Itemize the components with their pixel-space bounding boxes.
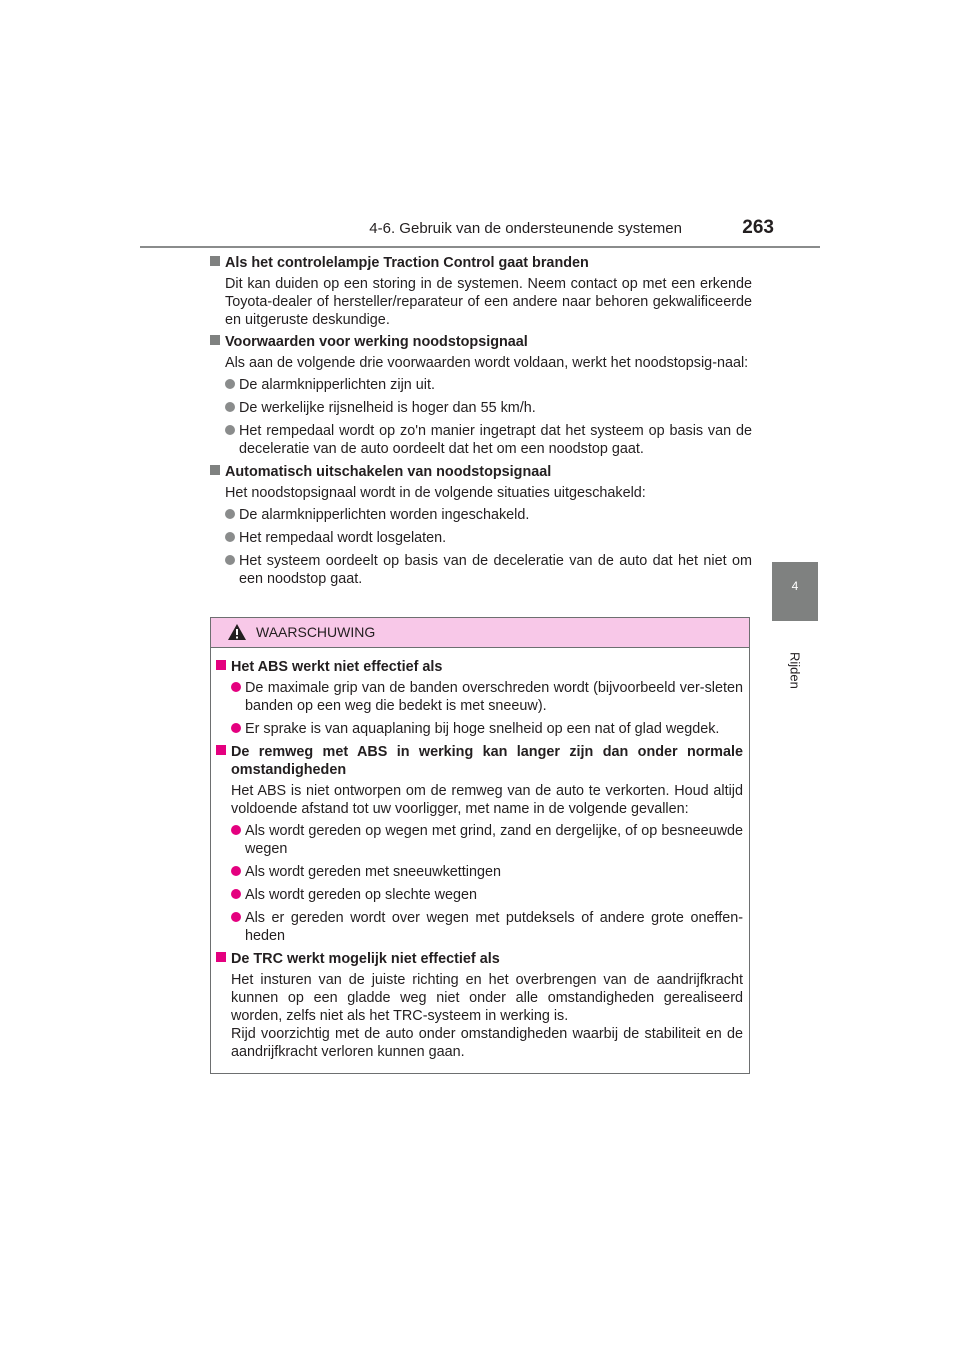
warning-heading: De TRC werkt mogelijk niet effectief als (216, 950, 743, 968)
list-item: Het rempedaal wordt op zo'n manier ingetrapt dat het systeem op basis van de deceleratie van de auto oordeelt dat het om een noodstop gaat. (210, 422, 752, 458)
section-heading: Automatisch uitschakelen van noodstopsignaal (210, 463, 752, 481)
list-item: Het systeem oordeelt op basis van de deceleratie van de auto dat het niet om een noodstop gaat. (210, 552, 752, 588)
list-item: De alarmknipperlichten zijn uit. (210, 376, 752, 394)
round-bullet-icon (231, 682, 241, 692)
section-heading: Als het controlelampje Traction Control gaat branden (210, 254, 752, 272)
paragraph: Het insturen van de juiste richting en het overbrengen van de aandrijfkracht kunnen op een gladde weg niet onder alle omstandigheden gerealiseerd worden, zelfs niet als het TRC-systeem in werking is. (231, 972, 743, 1024)
warning-triangle-icon (227, 623, 247, 646)
round-bullet-icon (231, 723, 241, 733)
list-item: Als wordt gereden met sneeuwkettingen (216, 863, 743, 881)
square-bullet-icon (210, 465, 220, 475)
list-item: De werkelijke rijsnelheid is hoger dan 55 km/h. (210, 399, 752, 417)
main-content (210, 254, 752, 593)
list-item: Als wordt gereden op slechte wegen (216, 886, 743, 904)
square-bullet-icon (216, 745, 226, 755)
list-item: Als er gereden wordt over wegen met putdeksels of andere grote oneffen-heden (216, 909, 743, 945)
square-bullet-icon (216, 660, 226, 670)
paragraph: Als aan de volgende drie voorwaarden wordt voldaan, werkt het noodstopsig-naal: (225, 355, 749, 371)
round-bullet-icon (225, 379, 235, 389)
round-bullet-icon (225, 555, 235, 565)
paragraph: Rijd voorzichtig met de auto onder omstandigheden waarbij de stabiliteit en de aandrijfkracht verloren kunnen gaan. (231, 1026, 743, 1060)
warning-heading: Het ABS werkt niet effectief als (216, 658, 743, 676)
round-bullet-icon (231, 889, 241, 899)
list-item: De alarmknipperlichten worden ingeschakeld. (210, 506, 752, 524)
list-item: Het rempedaal wordt losgelaten. (210, 529, 752, 547)
round-bullet-icon (225, 509, 235, 519)
round-bullet-icon (231, 866, 241, 876)
section-heading: Voorwaarden voor werking noodstopsignaal (210, 333, 752, 351)
round-bullet-icon (231, 825, 241, 835)
page-header (140, 218, 820, 248)
warning-header (211, 618, 749, 648)
round-bullet-icon (231, 912, 241, 922)
list-item: Als wordt gereden op wegen met grind, zand en dergelijke, of op besneeuwde wegen (216, 822, 743, 858)
chapter-number: 4 (791, 579, 799, 593)
warning-heading: De remweg met ABS in werking kan langer zijn dan onder normale omstandigheden (216, 743, 743, 779)
warning-body (211, 648, 749, 1061)
round-bullet-icon (225, 425, 235, 435)
paragraph: Het ABS is niet ontworpen om de remweg van de auto te verkorten. Houd altijd voldoende afstand tot uw voorligger, met name in de volgende gevallen: (231, 783, 743, 817)
paragraph: Het noodstopsignaal wordt in de volgende situaties uitgeschakeld: (225, 485, 646, 501)
warning-label: WAARSCHUWING (256, 624, 376, 640)
list-item: De maximale grip van de banden overschreden wordt (bijvoorbeeld ver-sleten banden op een weg die bedekt is met sneeuw). (216, 679, 743, 715)
section-title: 4-6. Gebruik van de ondersteunende systemen (369, 220, 682, 237)
paragraph: Dit kan duiden op een storing in de systemen. Neem contact op met een erkende Toyota-dealer of hersteller/reparateur of een andere naar behoren gekwalificeerde en uitgeruste deskundige. (225, 276, 752, 328)
round-bullet-icon (225, 532, 235, 542)
page-number: 263 (742, 217, 774, 238)
chapter-tab[interactable] (772, 562, 818, 621)
round-bullet-icon (225, 402, 235, 412)
list-item: Er sprake is van aquaplaning bij hoge snelheid op een nat of glad wegdek. (216, 720, 743, 738)
warning-box (210, 617, 750, 1074)
square-bullet-icon (216, 952, 226, 962)
chapter-name: Rijden (787, 652, 803, 689)
square-bullet-icon (210, 256, 220, 266)
square-bullet-icon (210, 335, 220, 345)
